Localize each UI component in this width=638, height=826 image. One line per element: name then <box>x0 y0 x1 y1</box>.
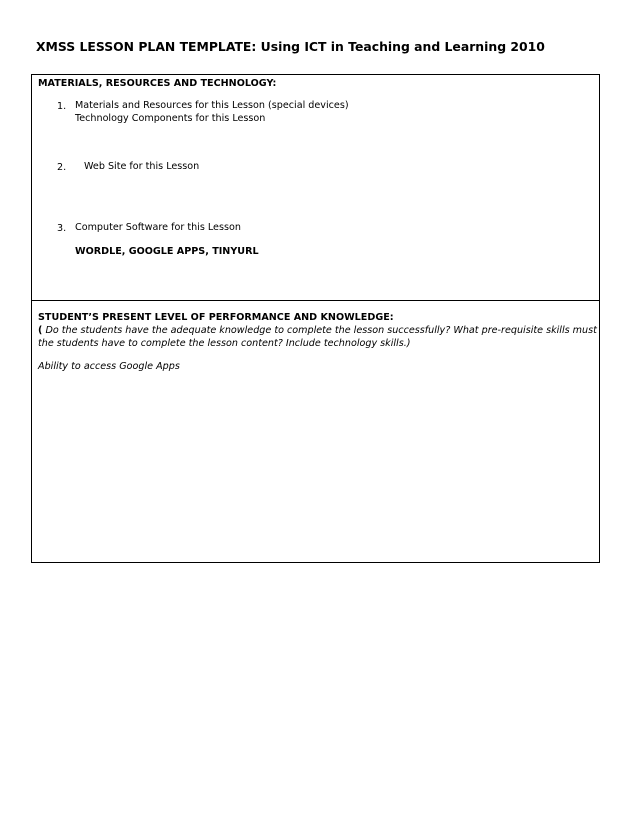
question-text: Do the students have the adequate knowledge to complete the lesson successfully? What pre-requisite skills must the students have to complete the lesson content? Include technology skills.) <box>38 325 597 349</box>
performance-question <box>38 324 598 350</box>
performance-heading: STUDENT’S PRESENT LEVEL OF PERFORMANCE AND KNOWLEDGE: <box>38 312 394 323</box>
question-open-paren: ( <box>38 325 43 336</box>
item-2-line-1: Web Site for this Lesson <box>84 161 200 172</box>
performance-section <box>31 300 600 563</box>
item-number-1: 1. <box>57 101 67 112</box>
item-1-line-1: Materials and Resources for this Lesson (special devices) <box>75 100 349 111</box>
page-title: XMSS LESSON PLAN TEMPLATE: Using ICT in Teaching and Learning 2010 <box>36 39 545 54</box>
materials-heading: MATERIALS, RESOURCES AND TECHNOLOGY: <box>38 78 277 89</box>
materials-section <box>31 74 600 301</box>
item-1-line-2: Technology Components for this Lesson <box>75 113 266 124</box>
item-number-2: 2. <box>57 162 67 173</box>
item-number-3: 3. <box>57 223 67 234</box>
performance-answer: Ability to access Google Apps <box>38 361 180 372</box>
item-3-line-1: Computer Software for this Lesson <box>75 222 241 233</box>
software-list: WORDLE, GOOGLE APPS, TINYURL <box>75 246 259 257</box>
